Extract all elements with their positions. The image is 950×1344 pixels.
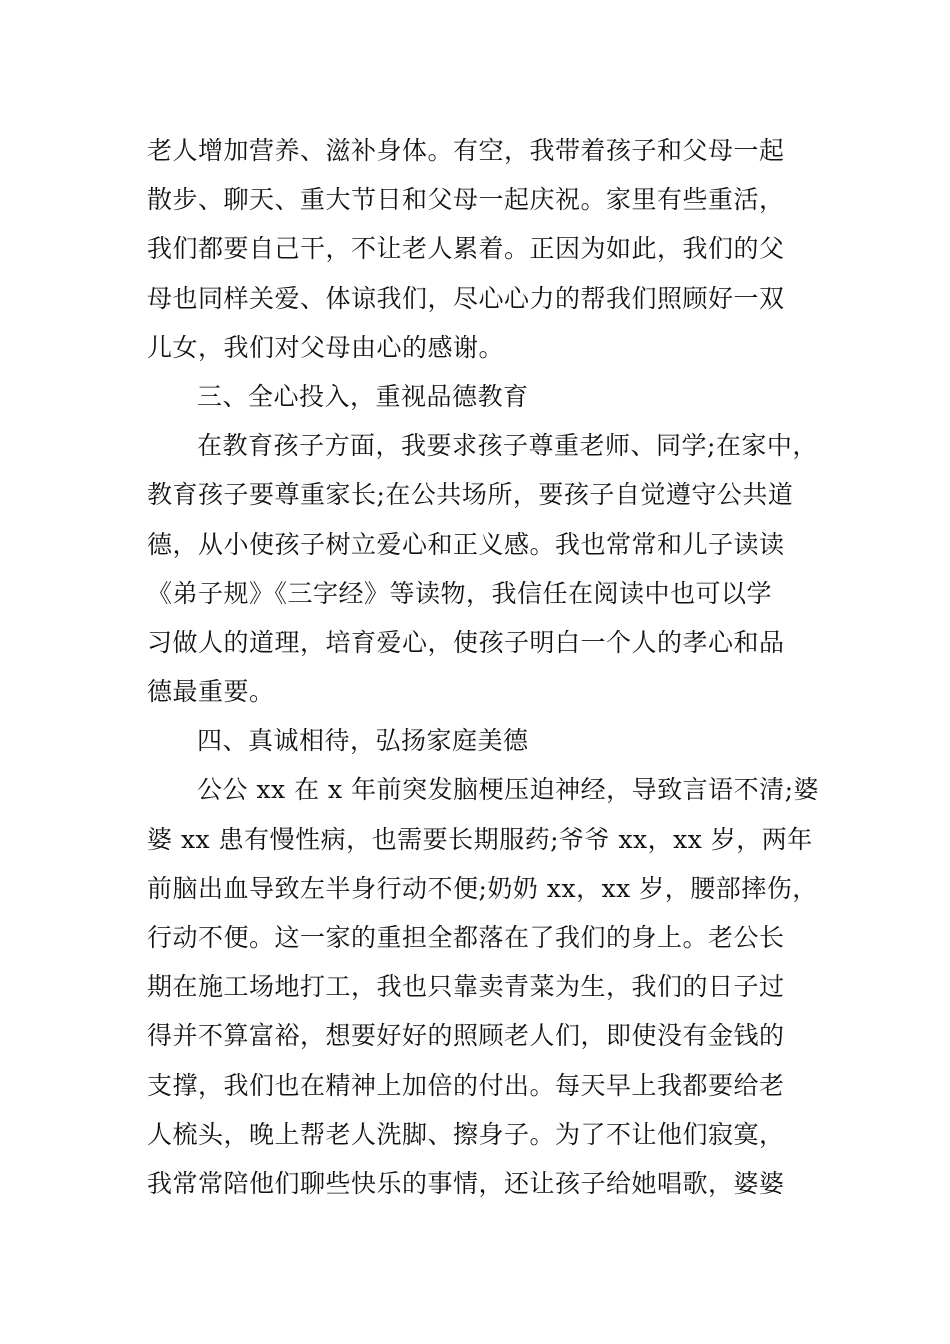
text-line: 期在施工场地打工，我也只靠卖青菜为生，我们的日子过 — [147, 972, 785, 1002]
text-line: 行动不便。这一家的重担全都落在了我们的身上。老公长 — [147, 923, 785, 952]
text-line: 我们都要自己干，不让老人累着。正因为如此，我们的父 — [147, 234, 785, 264]
text-line: 前脑出血导致左半身行动不便;奶奶 xx，xx 岁，腰部摔伤， — [147, 873, 818, 903]
section-heading: 四、真诚相待，弘扬家庭美德 — [197, 726, 529, 756]
text-line: 人梳头，晚上帮老人洗脚、擦身子。为了不让他们寂寞， — [147, 1119, 785, 1149]
text-line: 德最重要。 — [147, 677, 275, 707]
text-line: 我常常陪他们聊些快乐的事情，还让孩子给她唱歌，婆婆 — [147, 1168, 785, 1198]
text-line: 在教育孩子方面，我要求孩子尊重老师、同学;在家中， — [197, 431, 818, 461]
text-line: 母也同样关爱、体谅我们，尽心心力的帮我们照顾好一双 — [147, 283, 785, 313]
text-line: 习做人的道理，培育爱心，使孩子明白一个人的孝心和品 — [147, 627, 785, 657]
text-line: 公公 xx 在 x 年前突发脑梗压迫神经，导致言语不清;婆 — [197, 775, 820, 805]
text-line: 婆 xx 患有慢性病，也需要长期服药;爷爷 xx，xx 岁，两年 — [147, 824, 813, 854]
text-line: 儿女，我们对父母由心的感谢。 — [147, 332, 505, 362]
section-heading: 三、全心投入，重视品德教育 — [197, 381, 529, 411]
text-line: 德，从小使孩子树立爱心和正义感。我也常常和儿子读读 — [147, 529, 785, 559]
text-line: 《弟子规》《三字经》等读物，我信任在阅读中也可以学 — [147, 578, 773, 608]
text-line: 教育孩子要尊重家长;在公共场所，要孩子自觉遵守公共道 — [147, 480, 794, 510]
text-line: 得并不算富裕，想要好好的照顾老人们，即使没有金钱的 — [147, 1021, 785, 1051]
text-line: 支撑，我们也在精神上加倍的付出。每天早上我都要给老 — [147, 1070, 785, 1100]
text-line: 老人增加营养、滋补身体。有空，我带着孩子和父母一起 — [147, 136, 785, 165]
document-body — [147, 126, 827, 1208]
text-line: 散步、聊天、重大节日和父母一起庆祝。家里有些重活， — [147, 185, 785, 215]
